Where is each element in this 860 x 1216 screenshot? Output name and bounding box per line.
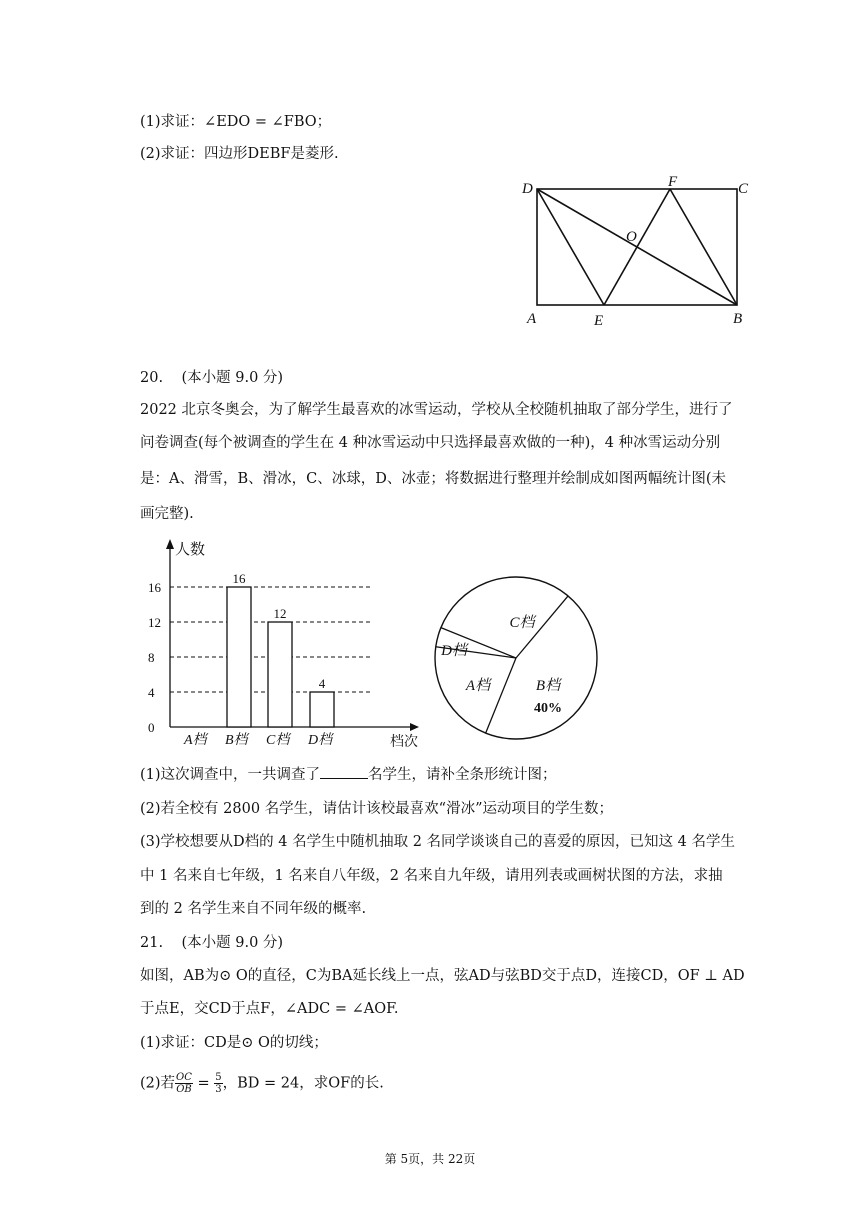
- q20-part2: (2)若全校有 2800 名学生，请估计该校最喜欢“滑冰”运动项目的学生数；: [140, 801, 613, 817]
- pie-slice-label: D档: [441, 643, 467, 659]
- bar-value-label: 4: [318, 676, 326, 691]
- q20-stem-2: 问卷调查(每个被调查的学生在 4 种冰雪运动中只选择最喜欢做的一种)，4 种冰雪运动分别: [140, 435, 721, 451]
- q20-number: 20.: [140, 370, 164, 386]
- bar: [268, 622, 292, 727]
- y-tick-label: 4: [148, 685, 155, 700]
- fraction-oc-ob: $\frac{OC}{OB}$: [176, 1072, 192, 1095]
- q19-part2: (2)求证：四边形DEBF是菱形.: [140, 146, 339, 162]
- bar-value-label: 16: [232, 571, 246, 586]
- q21-part1: (1)求证：CD是⊙ O的切线；: [140, 1035, 328, 1051]
- q20-stem-4: 画完整).: [140, 506, 194, 522]
- pie-slice-label: B档: [535, 678, 561, 694]
- pie-slice-label: A档: [465, 678, 491, 694]
- rectangle-figure: [515, 175, 755, 335]
- pie-slice-value: 40%: [534, 701, 562, 716]
- q20-part3-line1: (3)学校想要从D档的 4 名学生中随机抽取 2 名同学谈谈自己的喜爱的原因，已知这 4 名学生: [140, 834, 735, 850]
- y-tick-label: 16: [148, 580, 161, 595]
- q20-score: (本小题 9.0 分): [181, 370, 284, 386]
- q20-stem-1: 2022 北京冬奥会，为了解学生最喜欢的冰雪运动，学校从全校随机抽取了部分学生，进行了: [140, 402, 733, 418]
- answer-blank[interactable]: [320, 764, 368, 779]
- label-O: O: [626, 229, 637, 245]
- pie-slice-label: C档: [509, 615, 535, 631]
- label-B: B: [733, 311, 743, 327]
- label-C: C: [738, 181, 749, 197]
- bar: [227, 587, 251, 727]
- label-A: A: [527, 311, 537, 327]
- q21-number: 21.: [140, 935, 164, 951]
- q20-stem-3: 是：A、滑雪，B、滑冰，C、冰球，D、冰壶；将数据进行整理并绘制成如图两幅统计图(未: [140, 471, 727, 487]
- x-tick-label: C档: [266, 733, 290, 748]
- q20-part3-line3: 到的 2 名学生来自不同年级的概率.: [140, 901, 367, 917]
- fraction-5-3: $\frac{5}{3}$: [215, 1072, 222, 1095]
- y-axis-label: 人数: [175, 542, 206, 558]
- q19-part1: (1)求证：∠EDO = ∠FBO；: [140, 114, 332, 130]
- q21-part2-prefix: (2)若: [140, 1075, 176, 1092]
- q21-stem-2: 于点E，交CD于点F，∠ADC = ∠AOF.: [140, 1001, 399, 1017]
- q21-header: [140, 933, 283, 953]
- q20-part1-prefix: (1)这次调查中，一共调查了: [140, 767, 321, 783]
- y-tick-label: 8: [148, 650, 155, 665]
- q20-part3-line2: 中 1 名来自七年级，1 名来自八年级，2 名来自九年级，请用列表或画树状图的方法，求抽: [140, 868, 723, 884]
- q21-part2-suffix: ，BD = 24，求OF的长.: [222, 1075, 384, 1092]
- q20-header: [140, 368, 283, 388]
- q21-stem-1: 如图，AB为⊙ O的直径，C为BA延长线上一点，弦AD与弦BD交于点D，连接CD，OF ⊥ AD: [140, 968, 745, 984]
- q21-part2-eq: =: [192, 1075, 215, 1092]
- bar-value-label: 12: [273, 606, 287, 621]
- x-axis-arrow: [410, 723, 419, 731]
- label-E: E: [594, 313, 604, 329]
- x-tick-label: A档: [184, 733, 207, 748]
- y-axis-arrow: [166, 539, 174, 549]
- q20-part1-suffix: 名学生，请补全条形统计图；: [368, 767, 557, 783]
- q21-score: (本小题 9.0 分): [181, 935, 284, 951]
- x-tick-label: B档: [225, 733, 248, 748]
- y-tick-label: 12: [148, 615, 161, 630]
- x-axis-label: 档次: [390, 735, 418, 750]
- bar-chart: [140, 535, 430, 760]
- bar: [310, 692, 334, 727]
- q21-part2: [140, 1072, 384, 1095]
- q20-part1: [140, 764, 557, 785]
- pie-chart: [430, 545, 605, 750]
- x-tick-label: D档: [308, 733, 333, 748]
- label-F: F: [668, 175, 678, 190]
- label-D: D: [522, 181, 533, 197]
- page-footer: 第 5页，共 22页: [384, 1152, 476, 1166]
- y-tick-label: 0: [148, 720, 155, 735]
